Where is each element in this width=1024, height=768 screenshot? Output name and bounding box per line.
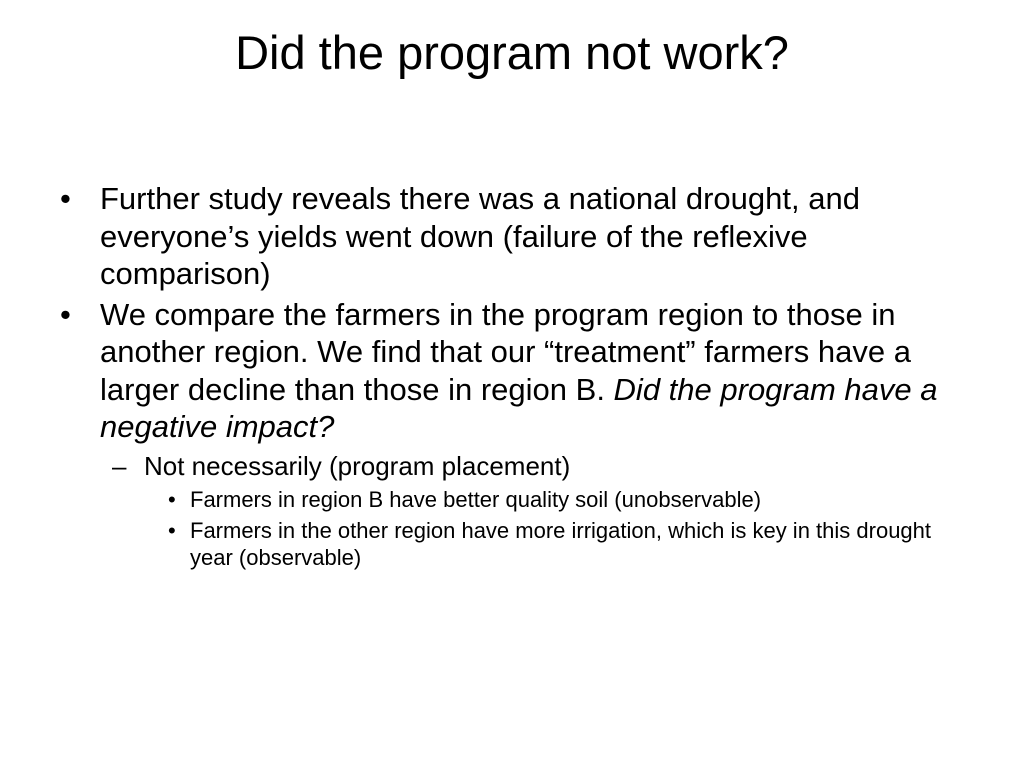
bullet-marker: • bbox=[60, 296, 71, 332]
sub-sub-bullet-irrigation bbox=[58, 517, 970, 571]
bullet-item-drought bbox=[58, 180, 978, 293]
sub-sub-bullet-soil bbox=[58, 486, 970, 513]
sub-sub-bullet-text: Farmers in region B have better quality soil (unobservable) bbox=[190, 486, 762, 512]
sub-bullet-text: Not necessarily (program placement) bbox=[144, 450, 571, 481]
dash-marker: – bbox=[112, 450, 127, 481]
sub-bullet-program-placement bbox=[58, 450, 978, 482]
slide-content bbox=[58, 180, 978, 575]
bullet-marker: • bbox=[168, 517, 176, 543]
bullet-marker: • bbox=[60, 181, 71, 216]
bullet-item-comparison bbox=[58, 296, 978, 446]
bullet-marker: • bbox=[168, 486, 176, 512]
bullet-emphasis-text: Did the program have a negative impact? bbox=[100, 371, 938, 444]
slide-title: Did the program not work? bbox=[235, 26, 789, 79]
bullet-text: Further study reveals there was a national drought, and everyone’s yields went down (failure of the reflexive comparison) bbox=[100, 181, 860, 291]
bullet-text: We compare the farmers in the program region to those in another region. We find that our “treatment” farmers have a larger decline than those in region B. bbox=[100, 296, 911, 407]
sub-sub-bullet-text: Farmers in the other region have more irrigation, which is key in this drought year (observable) bbox=[190, 517, 932, 570]
